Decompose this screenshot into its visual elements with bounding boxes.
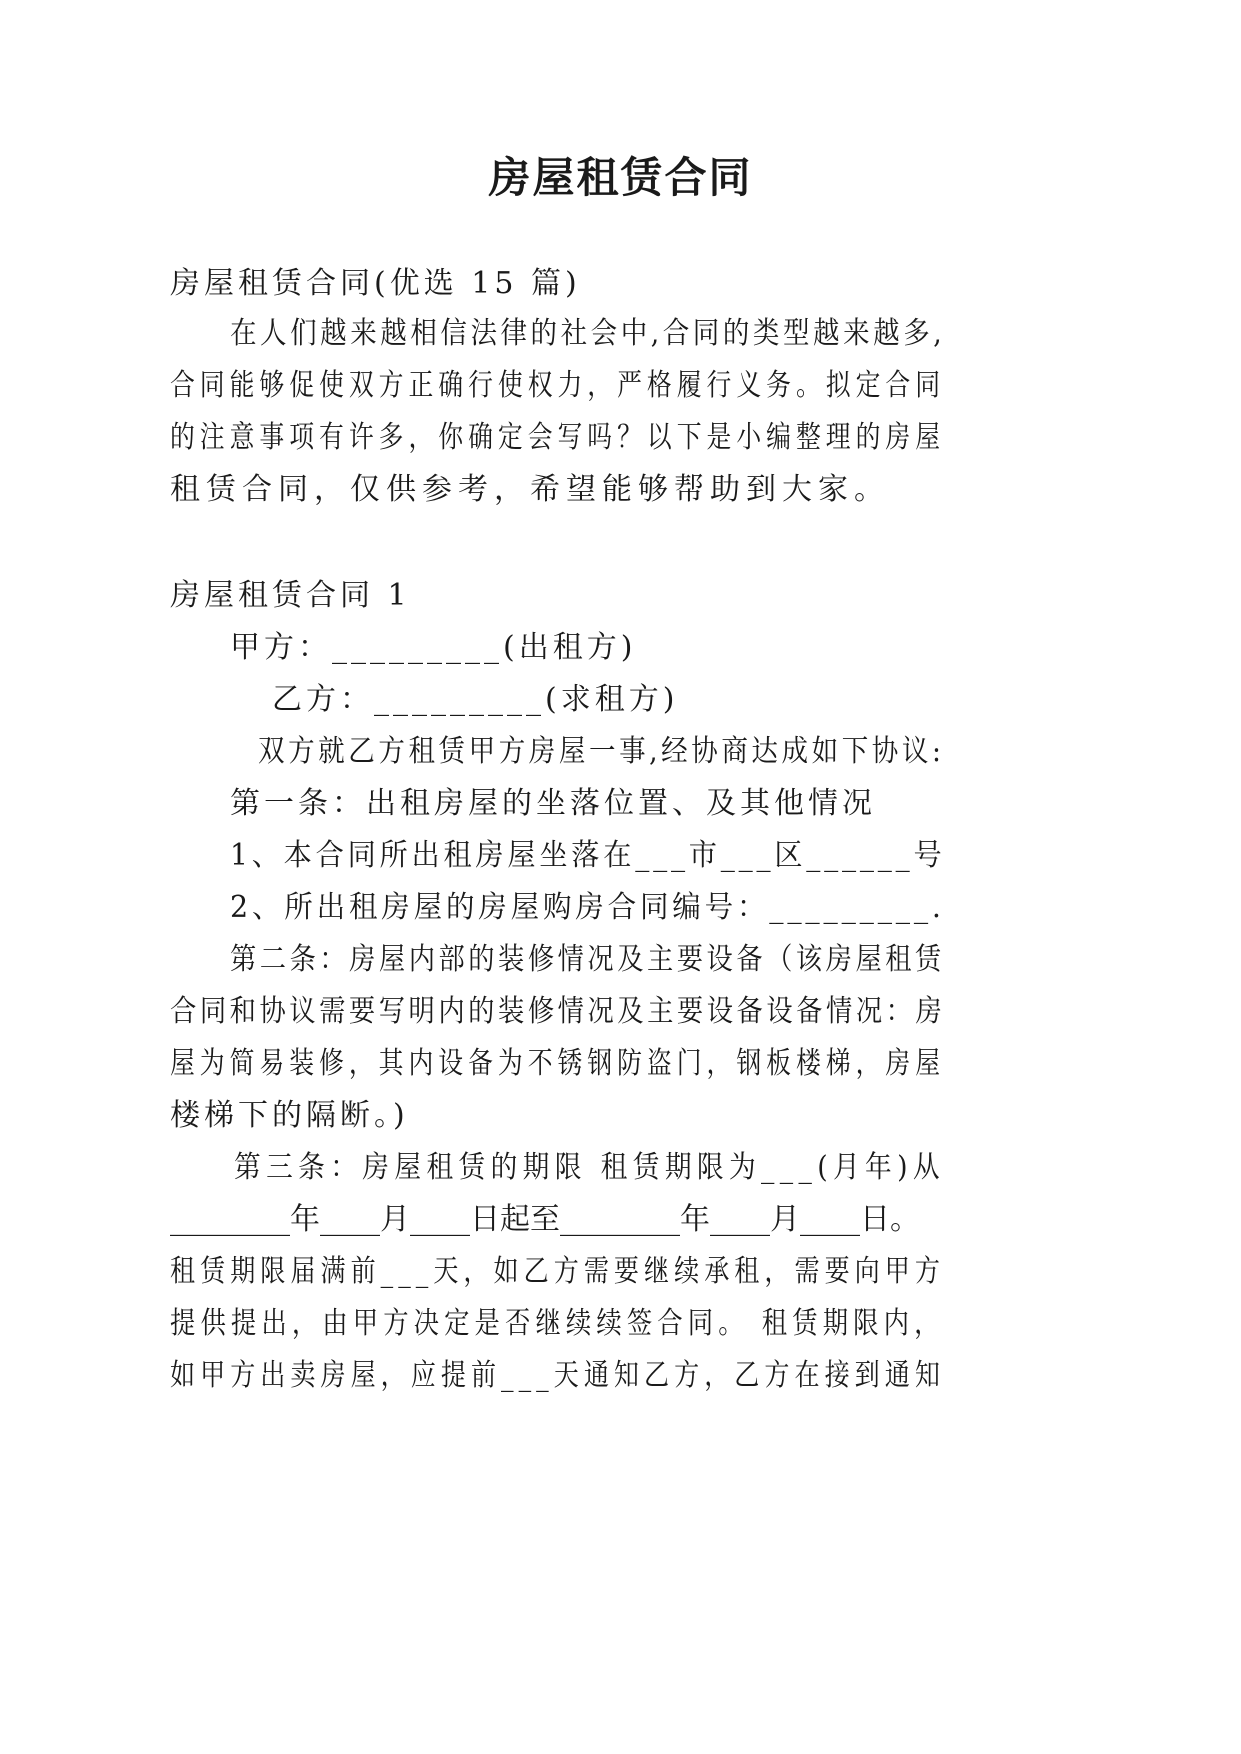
section-title: 房屋租赁合同 1 bbox=[170, 578, 411, 613]
article2-line-4: 楼梯下的隔断。) bbox=[170, 1098, 409, 1133]
article2-line-3: 屋为简易装修，其内设备为不锈钢防盗门，钢板楼梯，房屋 bbox=[170, 1046, 946, 1081]
article1-item2: 2、所出租房屋的房屋购房合同编号：_________. bbox=[230, 890, 945, 925]
party-b: 乙方：_________(求租方) bbox=[272, 682, 679, 717]
article3-line-3: 租赁期限届满前___天，如乙方需要继续承租，需要向甲方 bbox=[170, 1254, 945, 1289]
intro-line-1: 在人们越来越相信法律的社会中,合同的类型越来越多, bbox=[230, 316, 946, 351]
agreement-intro: 双方就乙方租赁甲方房屋一事,经协商达成如下协议: bbox=[258, 734, 945, 769]
article2-line-2: 合同和协议需要写明内的装修情况及主要设备设备情况：房 bbox=[170, 994, 946, 1029]
article3-line-4: 提供提出，由甲方决定是否继续续签合同。 租赁期限内， bbox=[170, 1306, 945, 1341]
document-subtitle: 房屋租赁合同(优选 15 篇) bbox=[170, 266, 581, 301]
intro-line-3: 的注意事项有许多，你确定会写吗？以下是小编整理的房屋 bbox=[170, 420, 946, 455]
intro-line-4: 租赁合同，仅供参考，希望能够帮助到大家。 bbox=[170, 472, 890, 507]
article3-line-5: 如甲方出卖房屋，应提前___天通知乙方，乙方在接到通知 bbox=[170, 1358, 945, 1393]
article1-title: 第一条：出租房屋的坐落位置、及其他情况 bbox=[230, 786, 876, 821]
article2-line-1: 第二条：房屋内部的装修情况及主要设备（该房屋租赁 bbox=[230, 942, 945, 977]
document-title: 房屋租赁合同 bbox=[488, 153, 753, 202]
party-a: 甲方：_________(出租方) bbox=[230, 630, 637, 665]
intro-line-2: 合同能够促使双方正确行使权力，严格履行义务。拟定合同 bbox=[170, 368, 946, 403]
article3-line-2: ________年____月____日起至________年____月____日。 bbox=[170, 1202, 920, 1237]
article1-item1: 1、本合同所出租房屋坐落在___市___区______号 bbox=[230, 838, 946, 873]
article3-line-1: 第三条：房屋租赁的期限 租赁期限为___(月年)从 bbox=[234, 1150, 945, 1185]
